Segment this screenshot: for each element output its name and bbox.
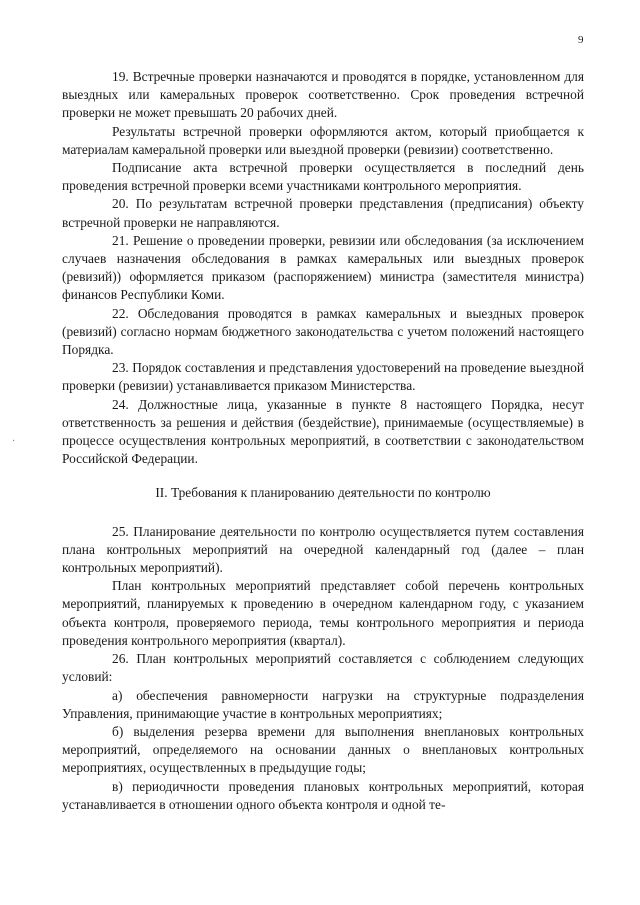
document-body <box>62 68 584 814</box>
paragraph-26-v: в) периодичности проведения плановых контрольных мероприятий, которая устанавливается в отношении одного объекта контроля и одной те- <box>62 778 584 812</box>
paragraph-25: 25. Планирование деятельности по контролю осуществляется путем составления плана контрольных мероприятий на очередной календарный год (далее – план контрольных мероприятий). <box>62 523 584 576</box>
paragraph-26: 26. План контрольных мероприятий составляется с соблюдением следующих условий: <box>62 651 584 685</box>
paragraph-25-plan: План контрольных мероприятий представляет собой перечень контрольных мероприятий, планируемых к проведению в очередном календарном году, с указанием объекта контроля, проверяемого периода, темы контрольного мероприятия и периода проведения контрольного мероприятия (квартал). <box>62 578 584 648</box>
page-number: 9 <box>578 34 584 46</box>
paragraph-26-a: а) обеспечения равномерности нагрузки на структурные подразделения Управления, принимающие участие в контрольных мероприятиях; <box>62 687 584 721</box>
section-heading: II. Требования к планированию деятельности по контролю <box>155 485 491 501</box>
paragraph-24: 24. Должностные лица, указанные в пункте 8 настоящего Порядка, несут ответственность за решения и действия (бездействие), принимаемые (осуществляемые) в процессе осуществления контрольных мероприятий, в соответствии с законодательством Российской Федерации. <box>62 396 584 467</box>
paragraph-22: 22. Обследования проводятся в рамках камеральных и выездных проверок (ревизий) согласно нормам бюджетного законодательства с учетом положений настоящего Порядка. <box>62 305 584 358</box>
paragraph-19-results: Результаты встречной проверки оформляются актом, который приобщается к материалам камеральной проверки или выездной проверки (ревизии) соответственно. <box>62 123 584 157</box>
margin-mark: · <box>12 436 16 447</box>
paragraph-19-signing: Подписание акта встречной проверки осуществляется в последний день проведения встречной проверки всеми участниками контрольного мероприятия. <box>62 160 584 194</box>
paragraph-21: 21. Решение о проведении проверки, ревизии или обследования (за исключением случаев назначения обследования в рамках камеральных или выездных проверок (ревизий)) оформляется приказом (распоряжением) министра (заместителя министра) финансов Республики Коми. <box>62 232 584 303</box>
paragraph-23: 23. Порядок составления и представления удостоверений на проведение выездной проверки (ревизии) устанавливается приказом Министерства. <box>62 360 584 394</box>
paragraph-19: 19. Встречные проверки назначаются и проводятся в порядке, установленном для выездных или камеральных проверок соответственно. Срок проведения встречной проверки не может превышать 20 рабочих дней. <box>62 69 584 121</box>
paragraph-26-b: б) выделения резерва времени для выполнения внеплановых контрольных мероприятий, определяемого на основании данных о внеплановых контрольных мероприятиях, осуществленных в предыдущие годы; <box>62 723 584 776</box>
paragraph-20: 20. По результатам встречной проверки представления (предписания) объекту встречной проверки не направляются. <box>62 196 584 230</box>
